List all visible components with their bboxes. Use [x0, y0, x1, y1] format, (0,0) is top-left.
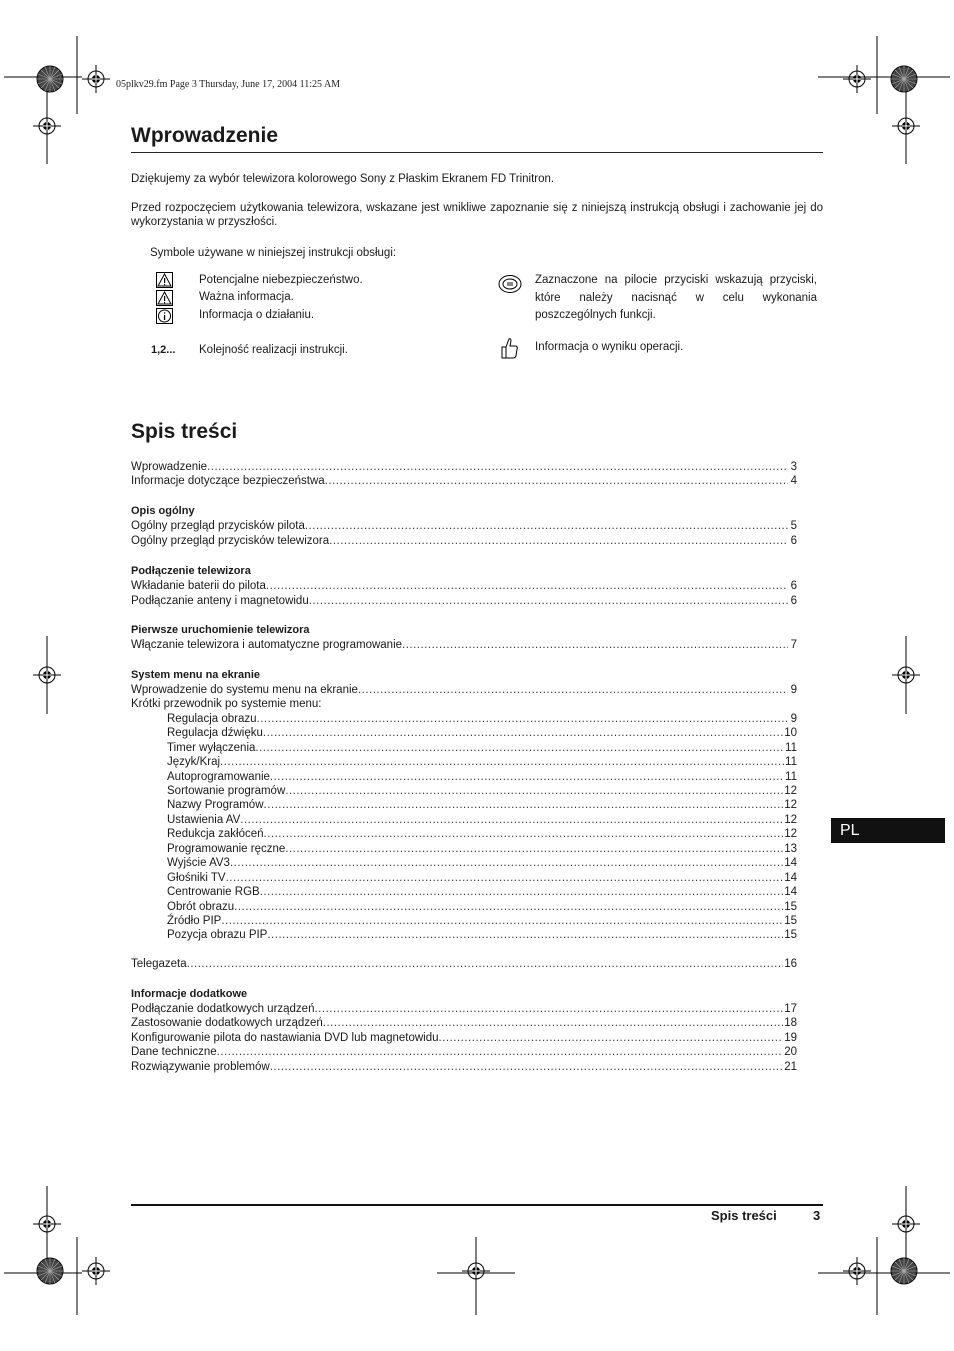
toc-entry[interactable]	[131, 638, 797, 652]
toc-entry-title: Ustawienia AV	[167, 814, 241, 826]
toc-entry-title: Telegazeta	[131, 958, 187, 970]
footer-section: Spis treści	[711, 1208, 777, 1223]
toc-dot-leader	[314, 1002, 783, 1016]
toc-entry[interactable]	[131, 1060, 797, 1074]
toc-entry-page: 6	[790, 535, 797, 547]
toc-entry-title: Podłączanie anteny i magnetowidu	[131, 595, 309, 607]
toc-entry-title: Sortowanie programów	[167, 785, 286, 797]
toc-dot-leader	[329, 534, 788, 548]
toc-entry-title: Obrót obrazu	[167, 901, 235, 913]
toc-dot-leader	[260, 885, 784, 899]
toc-entry[interactable]	[131, 579, 797, 593]
toc-entry-page: 4	[790, 475, 797, 487]
footer-rule	[131, 1204, 823, 1206]
toc-dot-leader	[285, 842, 783, 856]
toc-entry-page: 18	[784, 1017, 797, 1029]
toc-entry[interactable]	[131, 519, 797, 533]
toc-entry-title: Konfigurowanie pilota do nastawiania DVD lub magnetowidu	[131, 1032, 439, 1044]
toc-dot-leader	[323, 1016, 783, 1030]
toc-dot-leader	[226, 871, 784, 885]
toc-entry[interactable]	[167, 914, 797, 928]
toc-entry-title: Dane techniczne	[131, 1046, 217, 1058]
toc-entry[interactable]	[167, 755, 797, 769]
toc-entry-title: Pozycja obrazu PIP	[167, 929, 268, 941]
toc-entry-page: 9	[790, 713, 797, 725]
toc-entry-page: 19	[784, 1032, 797, 1044]
toc-entry[interactable]	[131, 697, 797, 711]
toc-entry-title: Nazwy Programów	[167, 799, 264, 811]
toc-dot-leader	[207, 460, 788, 474]
toc-entry-title: Podłączanie dodatkowych urządzeń	[131, 1003, 315, 1015]
toc-entry-title: Źródło PIP	[167, 915, 222, 927]
toc-title: Spis treści	[131, 420, 238, 443]
toc-entry[interactable]	[167, 784, 797, 798]
steps-symbol: 1,2...	[151, 344, 176, 356]
toc-dot-leader	[439, 1031, 784, 1045]
toc-entry-title: Ogólny przegląd przycisków telewizora	[131, 535, 330, 547]
symbol-steps-label: Kolejność realizacji instrukcji.	[199, 344, 348, 356]
toc-entry-page: 6	[790, 595, 797, 607]
toc-entry-title: Regulacja dźwięku	[167, 727, 263, 739]
toc-entry-title: Centrowanie RGB	[167, 886, 260, 898]
toc-entry-page: 5	[790, 520, 797, 532]
toc-entry-title: Wprowadzenie do systemu menu na ekranie	[131, 684, 358, 696]
toc-entry-page: 16	[784, 958, 797, 970]
toc-entry-page: 21	[784, 1061, 797, 1073]
toc-entry[interactable]	[167, 856, 797, 870]
symbol-remote-label: Zaznaczone na pilocie przyciski wskazują przyciski, które należy nacisnąć w celu wykonania poszczególnych funkcji.	[535, 274, 817, 321]
toc-entry[interactable]	[131, 957, 797, 971]
toc-entry[interactable]	[131, 534, 797, 548]
toc-dot-leader	[266, 579, 788, 593]
info-icon	[156, 308, 173, 329]
toc-section-heading: Podłączenie telewizora	[131, 565, 251, 577]
toc-dot-leader	[187, 957, 784, 971]
toc-dot-leader	[240, 813, 783, 827]
toc-entry[interactable]	[167, 712, 797, 726]
toc-entry-page: 7	[790, 639, 797, 651]
toc-dot-leader	[270, 1060, 784, 1074]
toc-section-heading: Informacje dodatkowe	[131, 988, 248, 1000]
footer-page-number: 3	[813, 1208, 821, 1223]
toc-entry-title: Ogólny przegląd przycisków pilota	[131, 520, 305, 532]
toc-dot-leader	[285, 784, 783, 798]
toc-entry-page: 12	[784, 828, 797, 840]
toc-entry[interactable]	[167, 813, 797, 827]
toc-entry[interactable]	[167, 885, 797, 899]
toc-entry-page: 17	[784, 1003, 797, 1015]
toc-dot-leader	[264, 827, 784, 841]
language-tab: PL	[831, 818, 945, 843]
toc-entry-page: 12	[784, 785, 797, 797]
toc-dot-leader	[358, 683, 788, 697]
toc-entry-title: Autoprogramowanie	[167, 771, 270, 783]
toc-entry-page: 6	[790, 580, 797, 592]
toc-entry-page: 12	[784, 799, 797, 811]
toc-dot-leader	[325, 474, 788, 488]
symbol-info-label: Informacja o działaniu.	[199, 309, 315, 321]
toc-dot-leader	[270, 770, 784, 784]
toc-dot-leader	[257, 712, 788, 726]
toc-dot-leader	[230, 856, 783, 870]
toc-entry-title: Włączanie telewizora i automatyczne programowanie	[131, 639, 403, 651]
toc-entry[interactable]	[167, 770, 797, 784]
toc-entry-title: Wprowadzenie	[131, 461, 208, 473]
toc-entry-title: Timer wyłączenia	[167, 742, 256, 754]
toc-entry-page: 20	[784, 1046, 797, 1058]
intro-paragraph-1: Dziękujemy za wybór telewizora kolorowego Sony z Płaskim Ekranem FD Trinitron.	[131, 173, 555, 185]
toc-entry-page: 15	[784, 929, 797, 941]
file-header: 05plkv29.fm Page 3 Thursday, June 17, 2004 11:25 AM	[116, 79, 341, 90]
symbols-intro: Symbole używane w niniejszej instrukcji obsługi:	[150, 247, 397, 259]
toc-entry-title: Krótki przewodnik po systemie menu:	[131, 698, 322, 710]
toc-entry-title: Wkładanie baterii do pilota	[131, 580, 266, 592]
toc-dot-leader	[217, 1045, 784, 1059]
toc-entry[interactable]	[131, 1002, 797, 1016]
toc-entry[interactable]	[131, 1031, 797, 1045]
toc-entry-title: Redukcja zakłóceń	[167, 828, 264, 840]
remote-buttons-icon	[498, 274, 522, 299]
toc-entry-page: 15	[784, 901, 797, 913]
thumbs-up-icon	[501, 337, 519, 364]
toc-entry[interactable]	[167, 798, 797, 812]
toc-entry-page: 15	[784, 915, 797, 927]
toc-dot-leader	[402, 638, 788, 652]
title-rule	[131, 152, 823, 153]
toc-dot-leader	[220, 755, 784, 769]
toc-entry-title: Zastosowanie dodatkowych urządzeń	[131, 1017, 323, 1029]
toc-entry-title: Głośniki TV	[167, 872, 226, 884]
toc-entry[interactable]	[167, 900, 797, 914]
toc-dot-leader	[263, 726, 783, 740]
toc-dot-leader	[305, 519, 788, 533]
toc-entry[interactable]	[167, 827, 797, 841]
toc-entry-title: Język/Kraj	[167, 756, 221, 768]
symbol-danger-label: Potencjalne niebezpieczeństwo.	[199, 274, 363, 286]
toc-entry-title: Informacje dotyczące bezpieczeństwa	[131, 475, 325, 487]
symbol-result-label: Informacja o wyniku operacji.	[535, 341, 684, 353]
intro-title: Wprowadzenie	[131, 124, 279, 147]
toc-dot-leader	[221, 914, 783, 928]
toc-entry-page: 14	[784, 886, 797, 898]
toc-entry[interactable]	[131, 1045, 797, 1059]
toc-entry-page: 12	[784, 814, 797, 826]
toc-entry-page: 11	[785, 771, 797, 783]
toc-entry[interactable]	[131, 594, 797, 608]
toc-section-heading: Pierwsze uruchomienie telewizora	[131, 624, 310, 636]
toc-entry-title: Rozwiązywanie problemów	[131, 1061, 270, 1073]
toc-entry-page: 11	[785, 742, 797, 754]
intro-paragraph-2: Przed rozpoczęciem użytkowania telewizora, wskazane jest wnikliwe zapoznanie się z niniejszą instrukcją obsługi i zachowanie jej do wykorzystania w przyszłości.	[131, 202, 823, 228]
toc-entry-title: Regulacja obrazu	[167, 713, 257, 725]
toc-entry-title: Programowanie ręczne	[167, 843, 286, 855]
toc-section-heading: Opis ogólny	[131, 505, 195, 517]
toc-dot-leader	[234, 900, 783, 914]
toc-entry[interactable]	[131, 683, 797, 697]
toc-entry[interactable]	[131, 1016, 797, 1030]
toc-entry-page: 3	[790, 461, 797, 473]
toc-entry-page: 13	[784, 843, 797, 855]
toc-entry[interactable]	[167, 741, 797, 755]
toc-entry-page: 11	[785, 756, 797, 768]
toc-entry-title: Wyjście AV3	[167, 857, 230, 869]
toc-dot-leader	[267, 928, 783, 942]
toc-dot-leader	[264, 798, 784, 812]
toc-entry-page: 14	[784, 872, 797, 884]
toc-entry[interactable]	[167, 726, 797, 740]
toc-entry-page: 9	[790, 684, 797, 696]
toc-entry[interactable]	[131, 474, 797, 488]
toc-dot-leader	[309, 594, 788, 608]
toc-entry[interactable]	[167, 842, 797, 856]
symbol-important-label: Ważna informacja.	[199, 291, 294, 303]
toc-entry[interactable]	[131, 460, 797, 474]
toc-section-heading: System menu na ekranie	[131, 669, 261, 681]
toc-entry[interactable]	[167, 928, 797, 942]
toc-entry-page: 14	[784, 857, 797, 869]
toc-entry[interactable]	[167, 871, 797, 885]
toc-dot-leader	[255, 741, 784, 755]
toc-entry-page: 10	[784, 727, 797, 739]
